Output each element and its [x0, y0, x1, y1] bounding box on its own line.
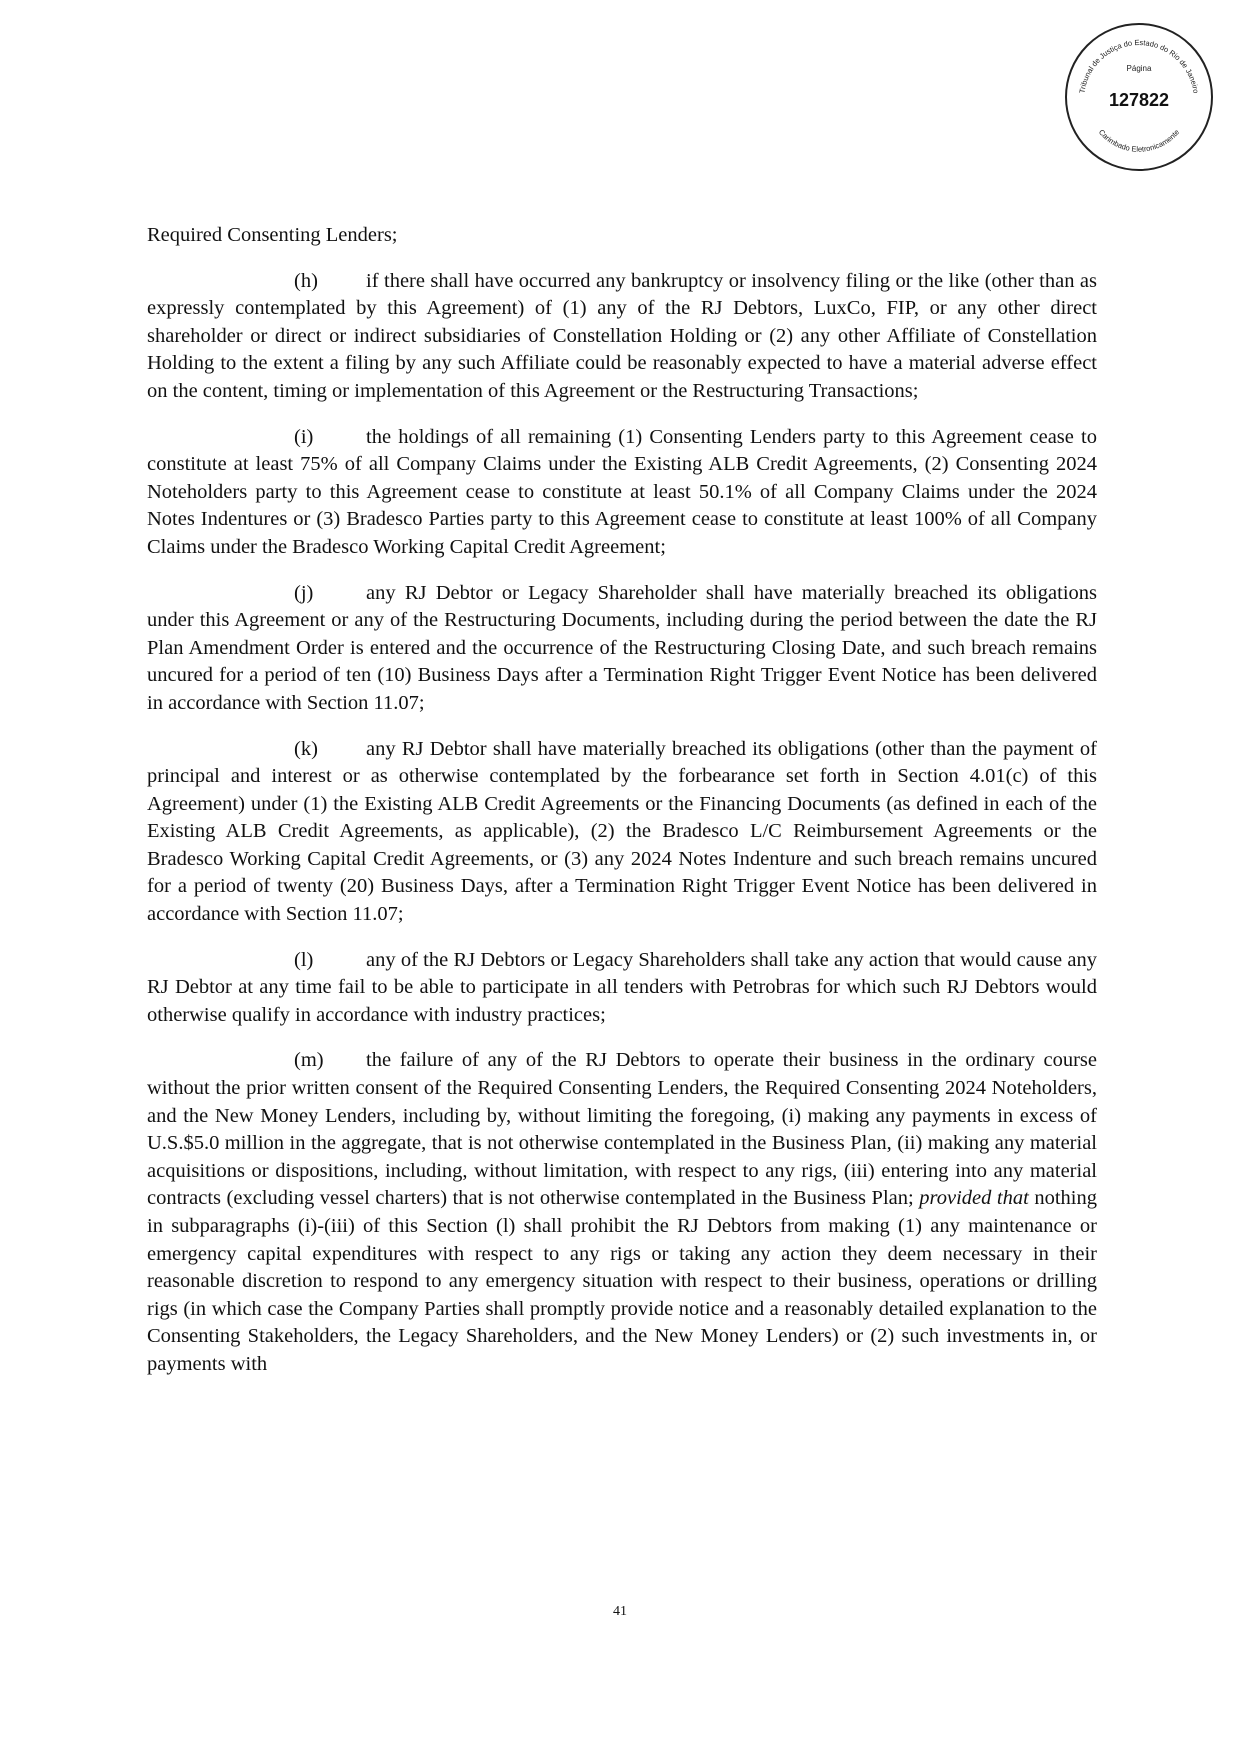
stamp-page-label: Página — [1126, 64, 1152, 73]
court-seal-stamp — [1062, 20, 1216, 174]
paragraph-text: any RJ Debtor or Legacy Shareholder shall have materially breached its obligations under this Agreement or any of the Restructuring Documents, including during the period between the date the RJ Plan Amendment Order is entered and the occurrence of the Restructuring Closing Date, and such breach remains uncured for a period of ten (10) Business Days after a Termination Right Trigger Event Notice has been delivered in accordance with Section 11.07; — [147, 581, 1097, 714]
paragraph-marker: (m) — [294, 1049, 324, 1072]
stamp-bottom-arc-text: Carimbado Eletronicamente — [1096, 127, 1182, 154]
paragraph-text: the failure of any of the RJ Debtors to operate their business in the ordinary course without the prior written consent of the Required Consenting Lenders, the Required Consenting 2024 Noteholders, and the New Money Lenders, including by, without limiting the foregoing, (i) making any payments in excess of U.S.$5.0 million in the aggregate, that is not otherwise contemplated in the Business Plan, (ii) making any material acquisitions or dispositions, including, without limitation, with respect to any rigs, (iii) entering into any material contracts (excluding vessel charters) that is not otherwise contemplated in the Business Plan; — [147, 1049, 1097, 1210]
paragraph-marker: (k) — [294, 737, 318, 760]
paragraph-text-continued: nothing in subparagraphs (i)-(iii) of this Section (l) shall prohibit the RJ Debtors from making (1) any maintenance or emergency capital expenditures with respect to any rigs or taking any action they deem necessary in their reasonable discretion to respond to any emergency situation with respect to their business, operations or drilling rigs (in which case the Company Parties shall promptly provide notice and a reasonably detailed explanation to the Consenting Stakeholders, the Legacy Shareholders, and the New Money Lenders) or (2) such investments in, or payments with — [147, 1187, 1097, 1375]
paragraph-marker: (i) — [294, 425, 314, 448]
paragraph-marker: (j) — [294, 581, 314, 604]
paragraph-text: if there shall have occurred any bankruptcy or insolvency filing or the like (other than as expressly contemplated by this Agreement) of (1) any of the RJ Debtors, LuxCo, FIP, or any other direct shareholder or direct or indirect subsidiaries of Constellation Holding or (2) any other Affiliate of Constellation Holding to the extent a filing by any such Affiliate could be reasonably expected to have a material adverse effect on the content, timing or implementation of this Agreement or the Restructuring Transactions; — [147, 269, 1097, 402]
paragraph-m — [147, 1047, 1097, 1378]
paragraph-text: any RJ Debtor shall have materially breached its obligations (other than the payment of principal and interest or as otherwise contemplated by the forbearance set forth in Section 4.01(c) of this Agreement) under (1) the Existing ALB Credit Agreements or the Financing Documents (as defined in each of the Existing ALB Credit Agreements, as applicable), (2) the Bradesco L/C Reimbursement Agreements or the Bradesco Working Capital Credit Agreements, or (3) any 2024 Notes Indenture and such breach remains uncured for a period of twenty (20) Business Days, after a Termination Right Trigger Event Notice has been delivered in accordance with Section 11.07; — [147, 737, 1097, 926]
opening-fragment: Required Consenting Lenders; — [147, 224, 398, 246]
paragraph-k — [147, 736, 1097, 929]
stamp-top-arc-text: Tribunal de Justiça do Estado do Rio de Janeiro — [1077, 37, 1201, 94]
page-number: 41 — [613, 1604, 627, 1619]
paragraph-h — [147, 268, 1097, 406]
document-body — [147, 222, 1097, 1397]
paragraph-i — [147, 424, 1097, 562]
paragraph-text: any of the RJ Debtors or Legacy Shareholders shall take any action that would cause any RJ Debtor at any time fail to be able to participate in all tenders with Petrobras for which such RJ Debtors would otherwise qualify in accordance with industry practices; — [147, 948, 1097, 1026]
paragraph-marker: (l) — [294, 948, 314, 971]
paragraph-marker: (h) — [294, 269, 318, 292]
paragraph-text: the holdings of all remaining (1) Consenting Lenders party to this Agreement cease to constitute at least 75% of all Company Claims under the Existing ALB Credit Agreements, (2) Consenting 2024 Noteholders party to this Agreement cease to constitute at least 50.1% of all Company Claims under the 2024 Notes Indentures or (3) Bradesco Parties party to this Agreement cease to constitute at least 100% of all Company Claims under the Bradesco Working Capital Credit Agreement; — [147, 425, 1097, 558]
stamp-page-number: 127822 — [1108, 90, 1170, 110]
paragraph-l — [147, 947, 1097, 1030]
paragraph-j — [147, 580, 1097, 718]
paragraph-italic-proviso: provided that — [919, 1187, 1029, 1210]
